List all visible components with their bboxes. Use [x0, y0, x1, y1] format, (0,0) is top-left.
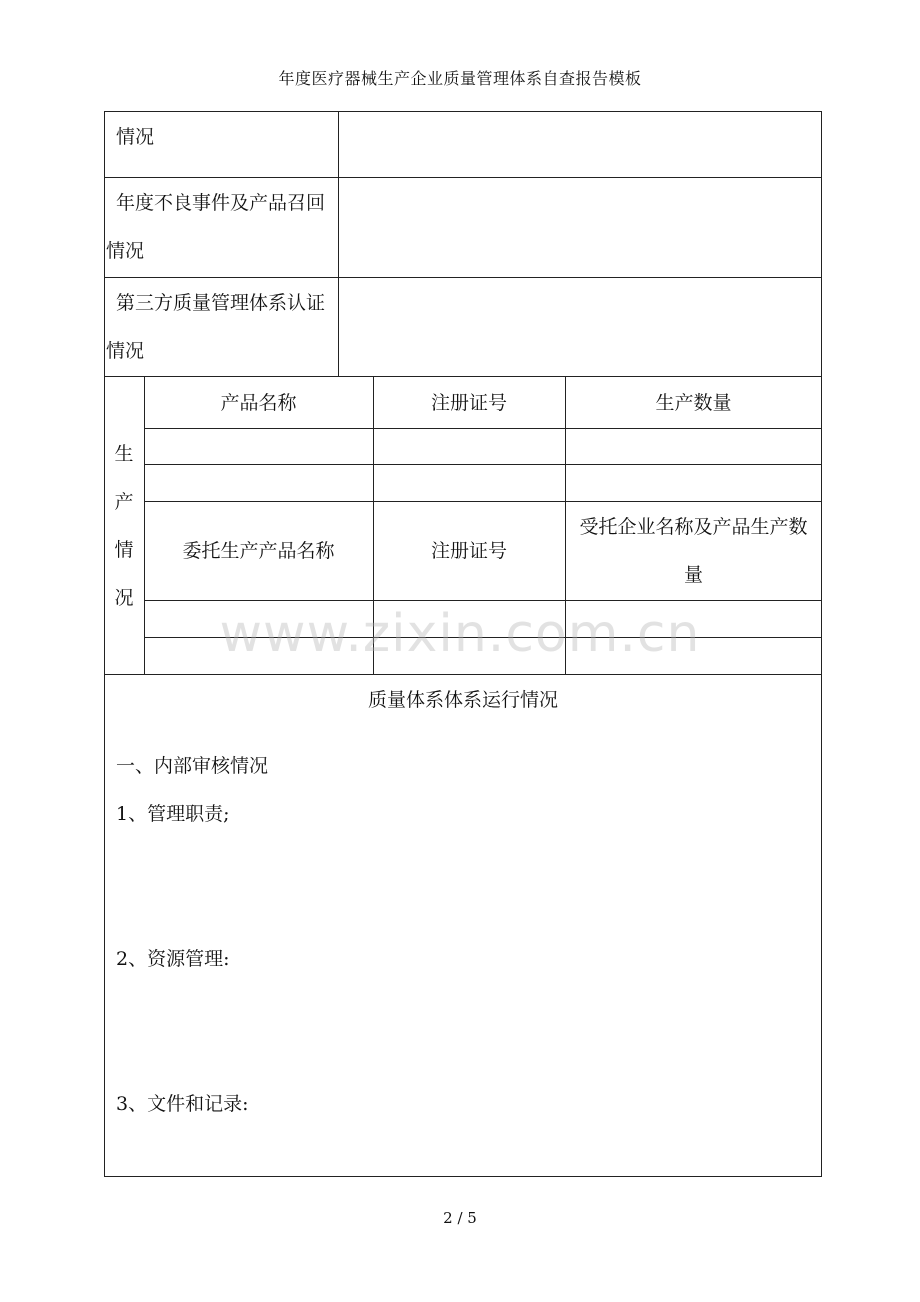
page-header: 年度医疗器械生产企业质量管理体系自查报告模板 [278, 69, 642, 88]
col-header-entrusted-product: 委托生产产品名称 [182, 540, 335, 562]
col-header-entrusted-enterprise-line1: 受托企业名称及产品生产数 [579, 516, 808, 538]
page-number: 2 / 5 [443, 1209, 477, 1227]
row3-label-line1: 第三方质量管理体系认证 [116, 292, 326, 314]
col-header-product-name: 产品名称 [220, 392, 297, 414]
col-header-reg-no-2: 注册证号 [430, 540, 507, 562]
row1-label: 情况 [116, 126, 155, 148]
qms-item-resource-management: 2、资源管理: [116, 948, 230, 970]
production-side-char: 情 [114, 539, 134, 561]
qms-section-internal-audit: 一、内部审核情况 [116, 755, 269, 777]
col-header-reg-no: 注册证号 [430, 392, 507, 414]
qms-item-documents-records: 3、文件和记录: [116, 1093, 249, 1115]
label-column-divider [338, 111, 339, 377]
production-row-divider [144, 600, 822, 601]
row-divider [104, 177, 822, 178]
production-row-divider [104, 674, 822, 675]
row3-label-line2: 情况 [106, 340, 145, 362]
row2-label-line2: 情况 [106, 240, 145, 262]
row-divider [104, 277, 822, 278]
qms-item-management-duties: 1、管理职责; [116, 803, 230, 825]
watermark: www.zixin.com.cn [219, 604, 701, 664]
production-row-divider [144, 464, 822, 465]
qms-title: 质量体系体系运行情况 [367, 689, 558, 711]
row2-label-line1: 年度不良事件及产品召回 [116, 192, 326, 214]
row-divider [104, 376, 822, 377]
production-row-divider [144, 501, 822, 502]
production-side-char: 生 [114, 443, 134, 465]
production-side-char: 产 [114, 491, 134, 513]
col-header-entrusted-enterprise-line2: 量 [683, 564, 703, 586]
production-side-char: 况 [114, 587, 134, 609]
col-header-quantity: 生产数量 [655, 392, 732, 414]
production-row-divider [144, 428, 822, 429]
